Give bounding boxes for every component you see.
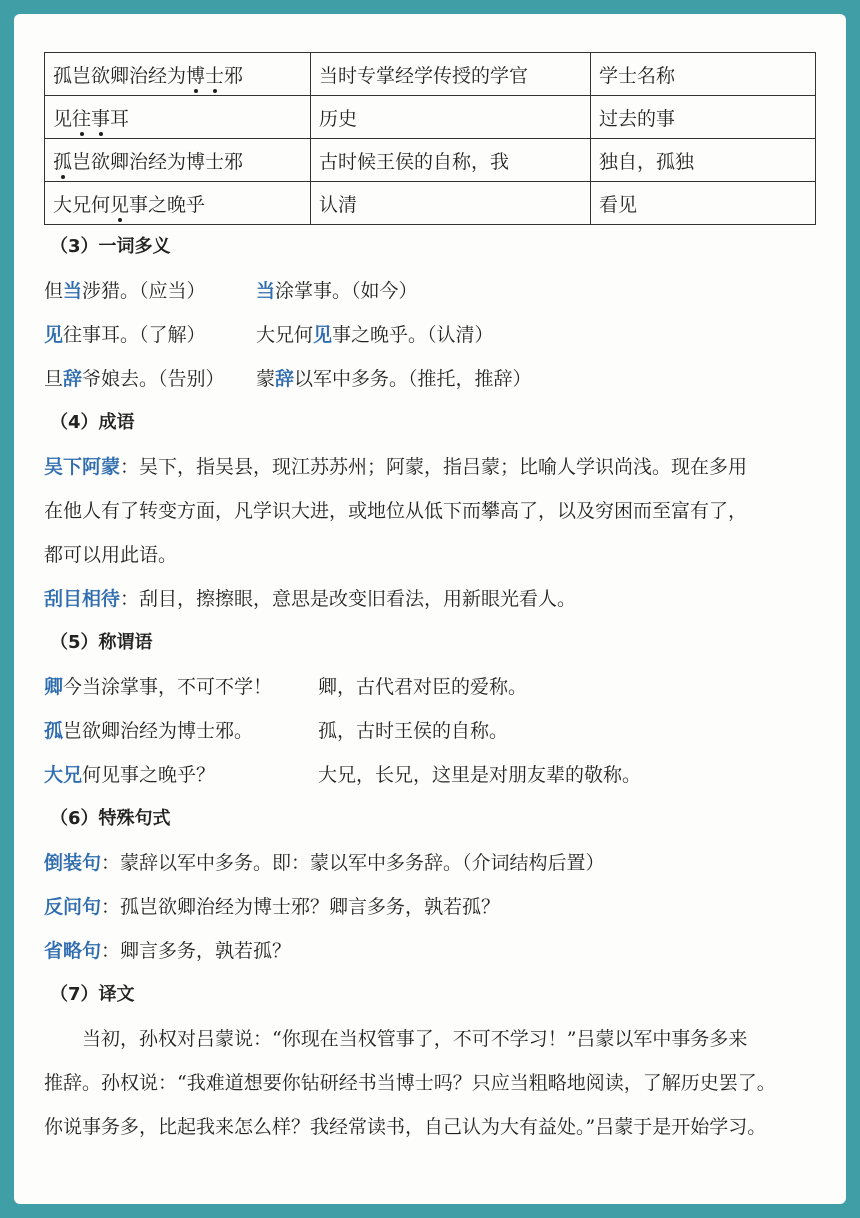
text: 都可以用此语。 bbox=[44, 544, 178, 566]
table-row bbox=[45, 139, 816, 182]
text: 推辞。孙权说：“我难道想要你钻研经书当博士吗？只应当粗略地阅读，了解历史罢了。 bbox=[44, 1072, 776, 1094]
table-cell: 古时候王侯的自称，我 bbox=[311, 139, 591, 182]
keyword: 见 bbox=[313, 324, 333, 346]
text: ：刮目，擦擦眼，意思是改变旧看法，用新眼光看人。 bbox=[120, 588, 577, 610]
sentence-pattern bbox=[44, 885, 816, 929]
translation-paragraph bbox=[44, 1017, 816, 1149]
note: 卿，古代君对臣的爱称。 bbox=[318, 676, 528, 698]
text: ：蒙辞以军中多务。即：蒙以军中多务辞。（介词结构后置） bbox=[101, 852, 605, 874]
address-line bbox=[44, 753, 816, 797]
section-title: （5）称谓语 bbox=[50, 632, 153, 653]
note: 孤，古时王侯的自称。 bbox=[318, 720, 509, 742]
table-cell: 过去的事 bbox=[591, 96, 816, 139]
text: 涉猎。（应当） bbox=[82, 280, 206, 302]
table-cell: 当时专掌经学传授的学官 bbox=[311, 53, 591, 96]
text: ：卿言多务，孰若孤？ bbox=[101, 940, 292, 962]
document-content bbox=[44, 52, 816, 1149]
keyword: 辞 bbox=[275, 368, 295, 390]
sentence-pattern bbox=[44, 841, 816, 885]
text: 岂欲卿治经为博士邪。 bbox=[63, 720, 254, 742]
text: 事之晚乎。（认清） bbox=[332, 324, 494, 346]
idiom-entry bbox=[44, 577, 816, 621]
text: 涂掌事。（如今） bbox=[275, 280, 418, 302]
keyword: 辞 bbox=[63, 368, 83, 390]
table-cell: 孤岂欲卿治经为博士邪 bbox=[45, 53, 311, 96]
text: 何见事之晚乎？ bbox=[82, 764, 216, 786]
section-title: （3）一词多义 bbox=[50, 236, 171, 257]
section-title: （4）成语 bbox=[50, 412, 135, 433]
table-row bbox=[45, 96, 816, 139]
table-row bbox=[45, 182, 816, 225]
vocab-table bbox=[44, 52, 816, 225]
table-cell: 学士名称 bbox=[591, 53, 816, 96]
keyword: 倒装句 bbox=[44, 852, 102, 874]
text: 今当涂掌事，不可不学！ bbox=[63, 676, 273, 698]
table-cell: 见往事耳 bbox=[45, 96, 311, 139]
text: 在他人有了转变方面，凡学识大进，或地位从低下而攀高了，以及穷困而至富有了， bbox=[44, 500, 748, 522]
text: 你说事务多，比起我来怎么样？我经常读书，自己认为大有益处。”吕蒙于是开始学习。 bbox=[44, 1116, 767, 1138]
polysemy-line bbox=[44, 269, 816, 313]
text: 蒙 bbox=[256, 368, 276, 390]
polysemy-line bbox=[44, 357, 816, 401]
table-cell: 独自，孤独 bbox=[591, 139, 816, 182]
text: 大兄何 bbox=[256, 324, 314, 346]
address-line bbox=[44, 665, 816, 709]
text: ：孤岂欲卿治经为博士邪？卿言多务，孰若孤？ bbox=[101, 896, 501, 918]
keyword: 见 bbox=[44, 324, 64, 346]
note: 大兄，长兄，这里是对朋友辈的敬称。 bbox=[318, 764, 642, 786]
text: 当初，孙权对吕蒙说：“你现在当权管事了，不可不学习！”吕蒙以军中事务多来 bbox=[82, 1028, 748, 1050]
keyword: 当 bbox=[63, 280, 83, 302]
keyword: 大兄 bbox=[44, 764, 83, 786]
table-cell: 认清 bbox=[311, 182, 591, 225]
table-cell: 看见 bbox=[591, 182, 816, 225]
keyword: 吴下阿蒙 bbox=[44, 456, 121, 478]
text: 但 bbox=[44, 280, 64, 302]
keyword: 卿 bbox=[44, 676, 64, 698]
keyword: 孤 bbox=[44, 720, 64, 742]
sentence-pattern bbox=[44, 929, 816, 973]
table-cell: 大兄何见事之晚乎 bbox=[45, 182, 311, 225]
text: 旦 bbox=[44, 368, 64, 390]
table-row bbox=[45, 53, 816, 96]
table-cell: 历史 bbox=[311, 96, 591, 139]
document-page bbox=[14, 14, 846, 1204]
text: ：吴下，指吴县，现江苏苏州；阿蒙，指吕蒙；比喻人学识尚浅。现在多用 bbox=[120, 456, 748, 478]
table-cell: 孤岂欲卿治经为博士邪 bbox=[45, 139, 311, 182]
keyword: 反问句 bbox=[44, 896, 102, 918]
keyword: 当 bbox=[256, 280, 276, 302]
keyword: 刮目相待 bbox=[44, 588, 121, 610]
section-title: （7）译文 bbox=[50, 984, 135, 1005]
section-title: （6）特殊句式 bbox=[50, 808, 171, 829]
text: 往事耳。（了解） bbox=[63, 324, 206, 346]
polysemy-line bbox=[44, 313, 816, 357]
text: 爷娘去。（告别） bbox=[82, 368, 225, 390]
idiom-entry bbox=[44, 445, 816, 577]
keyword: 省略句 bbox=[44, 940, 102, 962]
text: 以军中多务。（推托，推辞） bbox=[294, 368, 532, 390]
address-line bbox=[44, 709, 816, 753]
